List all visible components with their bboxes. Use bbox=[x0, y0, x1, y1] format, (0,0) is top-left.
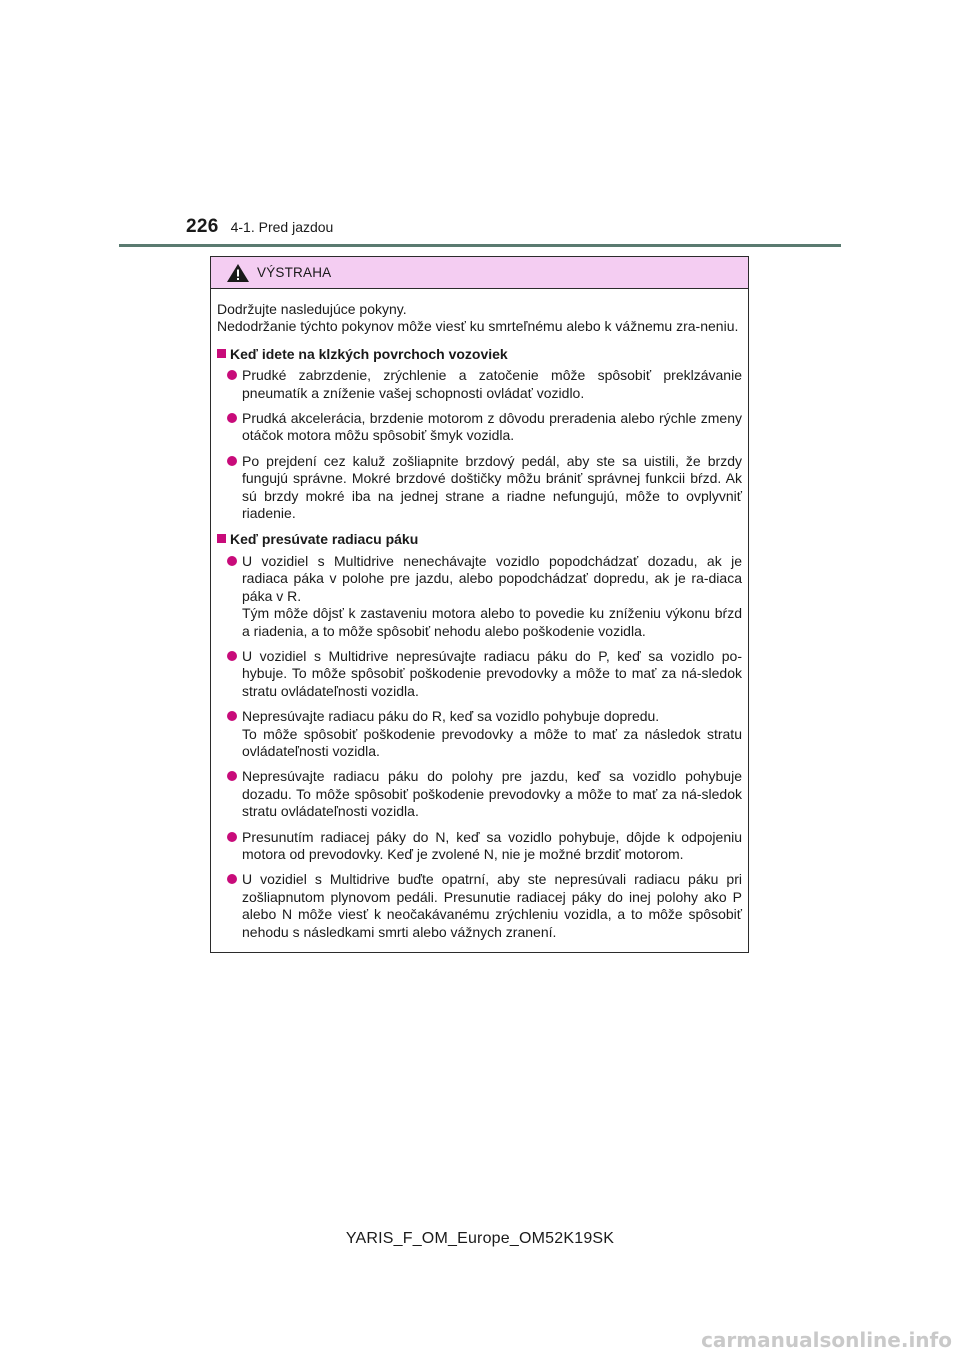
section-heading bbox=[217, 346, 742, 363]
list-item-text: Prudké zabrzdenie, zrýchlenie a zatočenie môže spôsobiť preklzávanie pneumatík a zníženie vašej schopnosti ovládať vozidlo. bbox=[242, 367, 742, 401]
bullet-dot-icon bbox=[227, 651, 237, 661]
list-item-text: Po prejdení cez kaluž zošliapnite brzdový pedál, aby ste sa uistili, že brzdy fungujú správne. Mokré brzdové doštičky môžu brániť správnej funkcii bŕzd. Ak sú brzdy mokré iba na jednej strane a riadne nefungujú, môže to ovplyvniť riadenie. bbox=[242, 452, 742, 522]
watermark: carmanualsonline.info bbox=[701, 1328, 952, 1352]
list-item bbox=[227, 367, 742, 402]
bullet-dot-icon bbox=[227, 874, 237, 884]
page-header bbox=[186, 216, 333, 246]
square-bullet-icon bbox=[217, 349, 226, 358]
section-heading bbox=[217, 531, 742, 548]
list-item-text: U vozidiel s Multidrive nenechávajte vozidlo popodchádzať dozadu, ak je radiaca páka v polohe pre jazdu, alebo popodchádzať dopredu, ak je ra-diaca páka v R. bbox=[242, 552, 742, 604]
list-item-text: Prudká akcelerácia, brzdenie motorom z dôvodu preradenia alebo rýchle zmeny otáčok motora môžu spôsobiť šmyk vozidla. bbox=[242, 410, 742, 444]
document-footer: YARIS_F_OM_Europe_OM52K19SK bbox=[345, 1230, 615, 1247]
section-shift-lever bbox=[217, 531, 742, 941]
warning-box bbox=[210, 256, 749, 953]
warning-intro bbox=[217, 301, 742, 336]
section-slippery-roads bbox=[217, 346, 742, 523]
list-item bbox=[227, 410, 742, 445]
list-item-text: To môže spôsobiť poškodenie prevodovky a môže to mať za následok stratu ovládateľnosti vozidla. bbox=[242, 725, 742, 759]
list-item bbox=[227, 708, 742, 760]
list-item bbox=[227, 648, 742, 700]
list-item-text: Presunutím radiacej páky do N, keď sa vozidlo pohybuje, dôjde k odpojeniu motora od prevodovky. Keď je zvolené N, nie je možné brzdiť motorom. bbox=[242, 828, 742, 862]
section-heading-text: Keď presúvate radiacu páku bbox=[230, 531, 419, 548]
list-item-text: U vozidiel s Multidrive nepresúvajte radiacu páku do P, keď sa vozidlo po-hybuje. To môže spôsobiť poškodenie prevodovky a môže to mať za ná-sledok stratu ovládateľnosti vozidla. bbox=[242, 647, 742, 699]
bullet-dot-icon bbox=[227, 832, 237, 842]
warning-triangle-icon bbox=[226, 263, 250, 283]
list-item bbox=[227, 553, 742, 640]
list-item-text: Nepresúvajte radiacu páku do R, keď sa vozidlo pohybuje dopredu. bbox=[242, 708, 660, 725]
bullet-dot-icon bbox=[227, 370, 237, 380]
bullet-dot-icon bbox=[227, 456, 237, 466]
list-item bbox=[227, 829, 742, 864]
bullet-dot-icon bbox=[227, 556, 237, 566]
list-item bbox=[227, 871, 742, 941]
page-number: 226 bbox=[186, 216, 219, 237]
header-rule bbox=[119, 244, 841, 247]
section-title: 4-1. Pred jazdou bbox=[230, 219, 334, 235]
intro-line: Dodržujte nasledujúce pokyny. bbox=[217, 301, 407, 317]
bullet-dot-icon bbox=[227, 711, 237, 721]
list-item-text: Nepresúvajte radiacu páku do polohy pre jazdu, keď sa vozidlo pohybuje dozadu. To môže spôsobiť poškodenie prevodovky a môže to mať za ná-sledok stratu ovládateľnosti vozidla. bbox=[242, 768, 742, 820]
list-item bbox=[227, 768, 742, 820]
bullet-dot-icon bbox=[227, 413, 237, 423]
section-heading-text: Keď idete na klzkých povrchoch vozoviek bbox=[230, 345, 508, 362]
list-item-text: Tým môže dôjsť k zastaveniu motora alebo to povedie ku zníženiu výkonu bŕzd a riadenia, a to môže spôsobiť nehodu alebo poškodenie vozidla. bbox=[242, 605, 742, 639]
warning-header bbox=[211, 257, 748, 289]
bullet-dot-icon bbox=[227, 771, 237, 781]
warning-body bbox=[211, 289, 748, 941]
square-bullet-icon bbox=[217, 534, 226, 543]
warning-label: VÝSTRAHA bbox=[257, 265, 332, 280]
list-item bbox=[227, 453, 742, 523]
intro-line: Nedodržanie týchto pokynov môže viesť ku smrteľnému alebo k vážnemu zra-neniu. bbox=[217, 318, 739, 335]
list-item-text: U vozidiel s Multidrive buďte opatrní, aby ste nepresúvali radiacu páku pri zošliapnutom plynovom pedáli. Presunutie radiacej páky do inej polohy ako P alebo N môže viesť k neočakávanému zrýchleniu vozidla, a to môže spôsobiť nehodu s následkami smrti alebo vážnych zranení. bbox=[242, 871, 742, 940]
